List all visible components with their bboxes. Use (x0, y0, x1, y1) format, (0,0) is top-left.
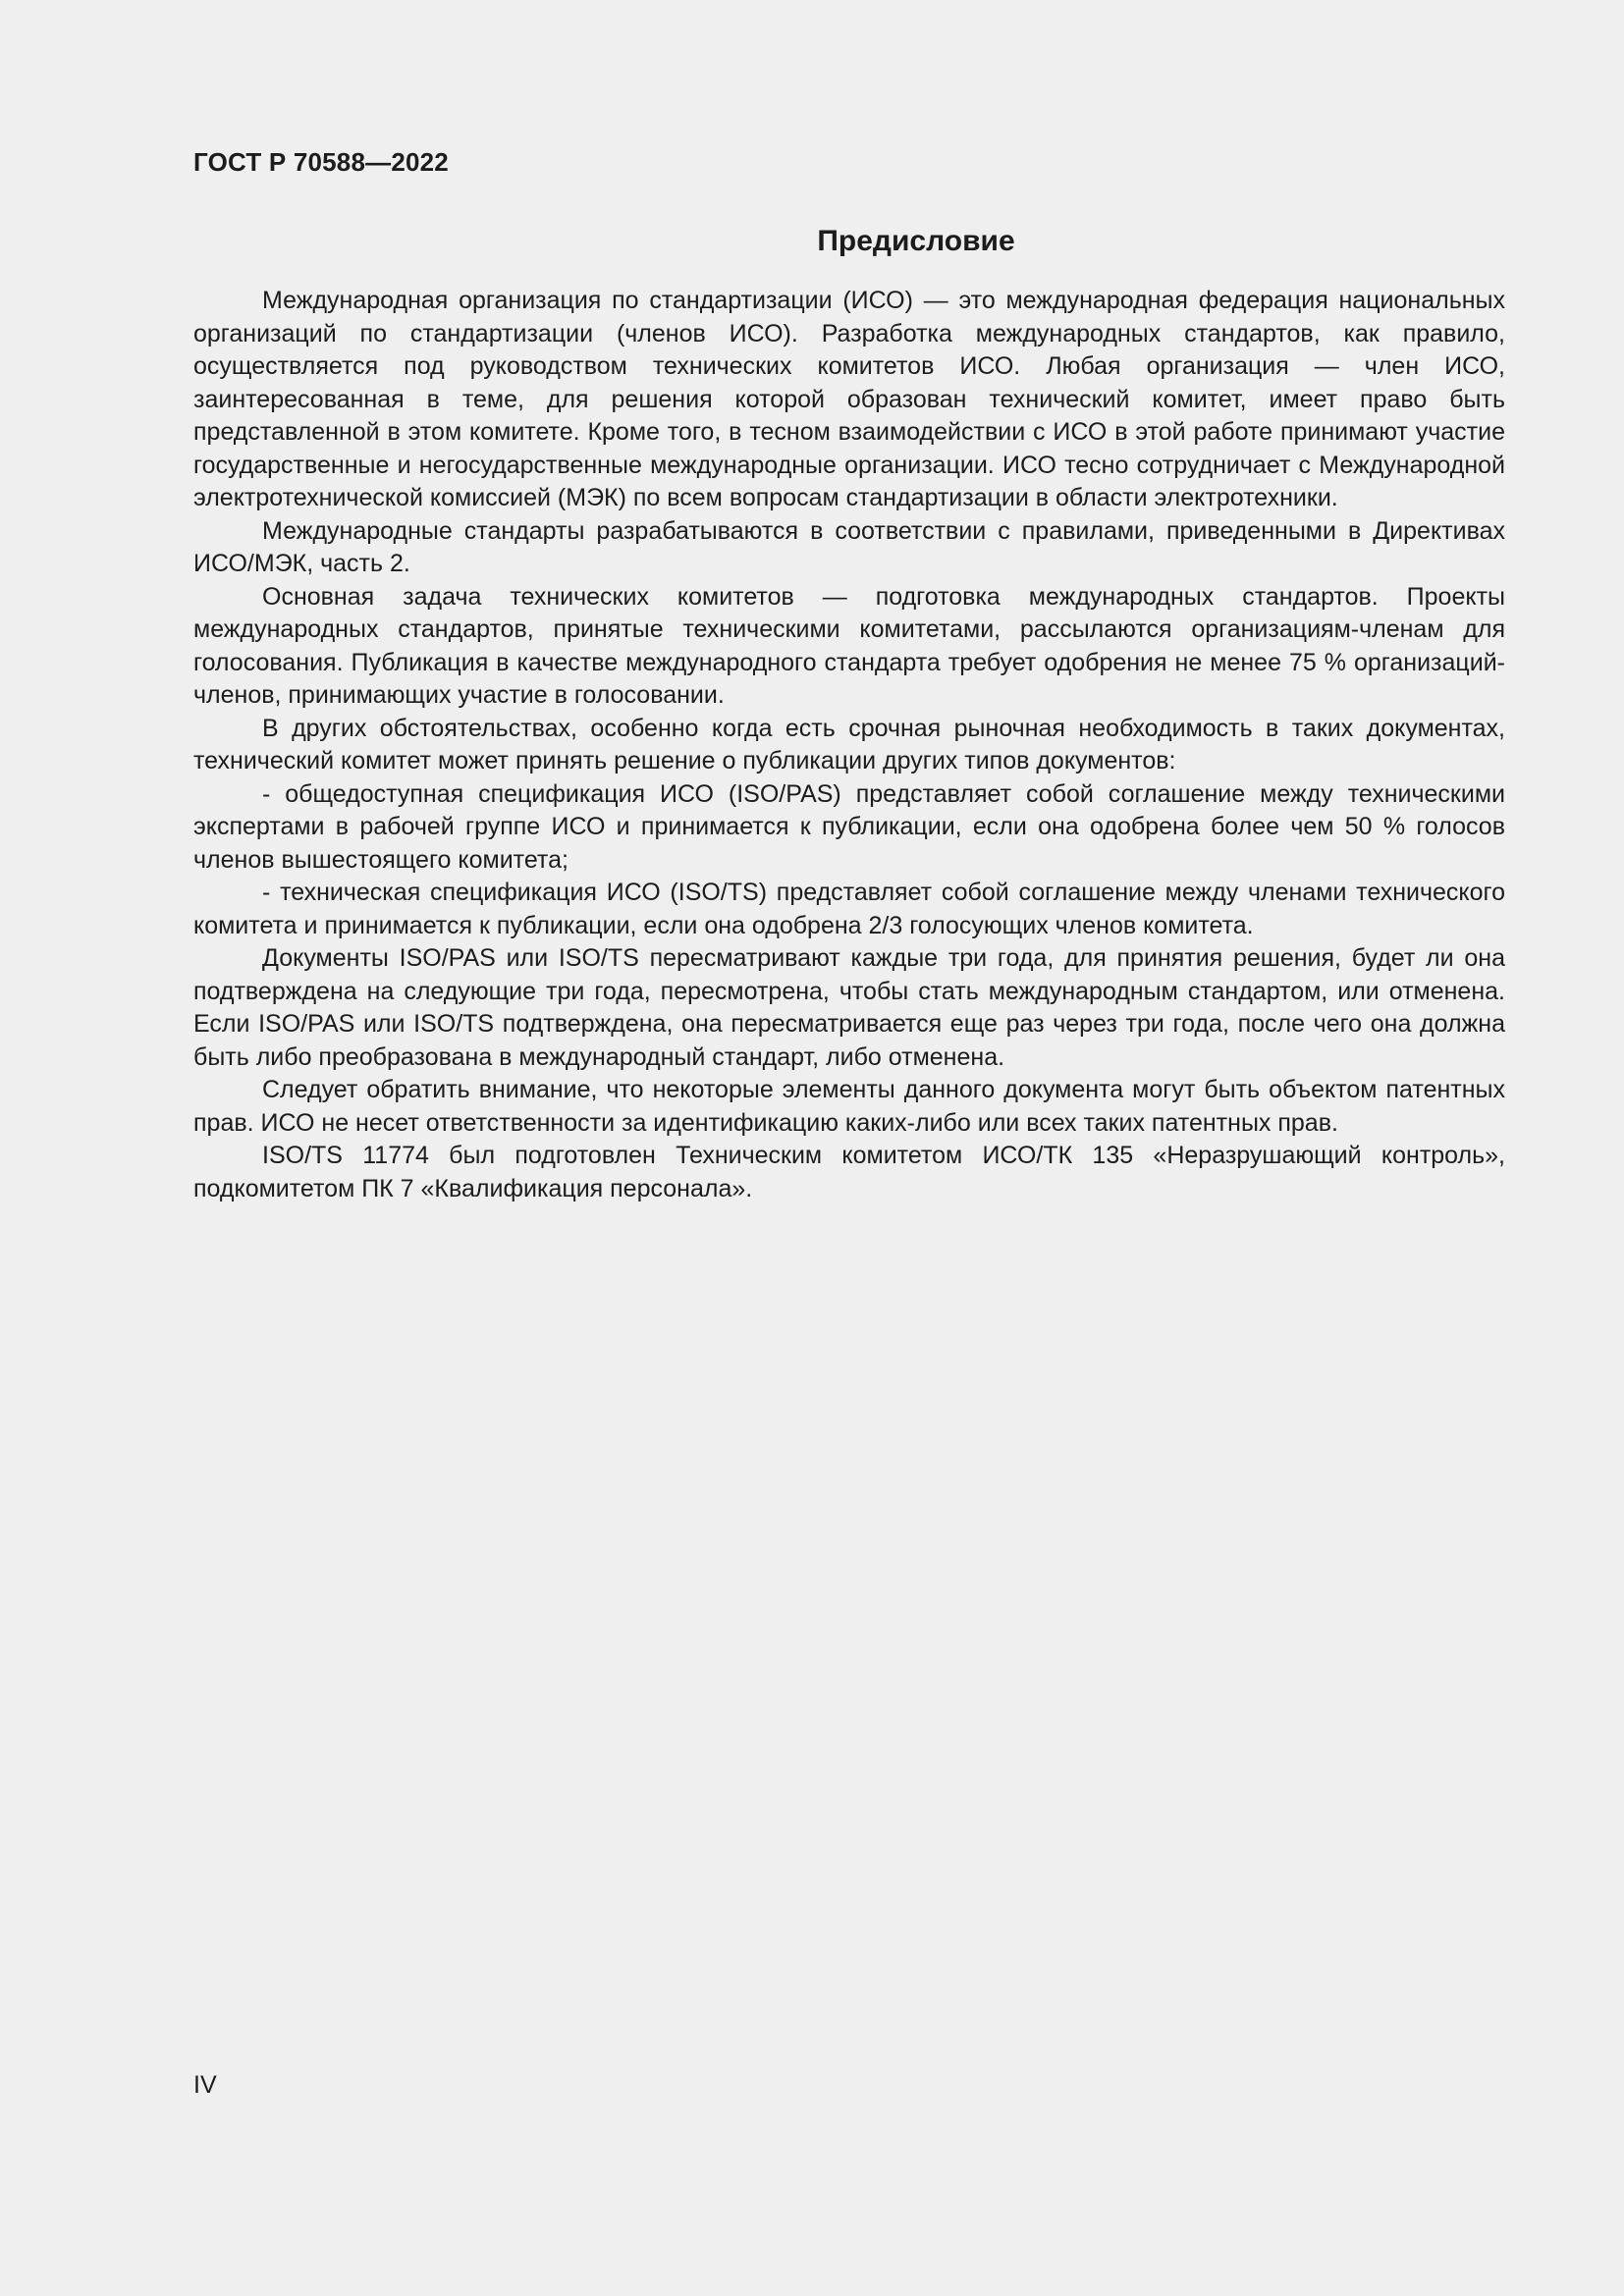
paragraph-other-circumstances: В других обстоятельствах, особенно когда есть срочная рыночная необходимость в таких документах, технический комитет может принять решение о публикации других типов документов: (193, 714, 1505, 774)
paragraph-prepared-by: ISO/TS 11774 был подготовлен Техническим комитетом ИСО/ТК 135 «Неразрушающий контроль», подкомитетом ПК 7 «Квалификация персонала». (193, 1142, 1505, 1202)
paragraph-review: Документы ISO/PAS или ISO/TS пересматривают каждые три года, для принятия решения, будет ли она подтверждена на следующие три года, пересмотрена, чтобы стать международным стандартом, или отменена. Если ISO/PAS или ISO/TS подтверждена, она пересматривается еще раз через три года, после чего она должна быть либо преобразована в международный стандарт, либо отменена. (193, 944, 1505, 1071)
page-number: IV (193, 2071, 217, 2099)
document-code: ГОСТ Р 70588—2022 (193, 147, 449, 177)
list-item-iso-pas: - общедоступная спецификация ИСО (ISO/PAS) представляет собой соглашение между техническими экспертами в рабочей группе ИСО и принимается к публикации, если она одобрена более чем 50 % голосов членов вышестоящего комитета; (193, 779, 1505, 874)
paragraph-patent-rights: Следует обратить внимание, что некоторые элементы данного документа могут быть объектом патентных прав. ИСО не несет ответственности за идентификацию каких-либо или всех таких патентных прав. (193, 1076, 1505, 1137)
paragraph-main-task: Основная задача технических комитетов — подготовка международных стандартов. Проекты международных стандартов, принятые техническими комитетами, рассылаются организациям-членам для голосования. Публикация в качестве международного стандарта требует одобрения не менее 75 % организаций-членов, принимающих участие в голосовании. (193, 582, 1505, 709)
section-title: Предисловие (817, 225, 1015, 257)
paragraph-iso-federation: Международная организация по стандартизации (ИСО) — это международная федерация национальных организаций по стандартизации (членов ИСО). Разработка международных стандартов, как правило, осуществляется под руководством технических комитетов ИСО. Любая организация — член ИСО, заинтересованная в теме, для решения которой образован технический комитет, имеет право быть представленной в этом комитете. Кроме того, в тесном взаимодействии с ИСО в этой работе принимают участие государственные и негосударственные международные организации. ИСО тесно сотрудничает с Международной электротехнической комиссией (МЭК) по всем вопросам стандартизации в области электротехники. (193, 287, 1505, 511)
paragraph-directives: Международные стандарты разрабатываются в соответствии с правилами, приведенными в Директивах ИСО/МЭК, часть 2. (193, 516, 1505, 577)
foreword-body (193, 285, 1505, 1205)
list-item-iso-ts: - техническая спецификация ИСО (ISO/TS) представляет собой соглашение между членами технического комитета и принимается к публикации, если она одобрена 2/3 голосующих членов комитета. (193, 879, 1505, 939)
